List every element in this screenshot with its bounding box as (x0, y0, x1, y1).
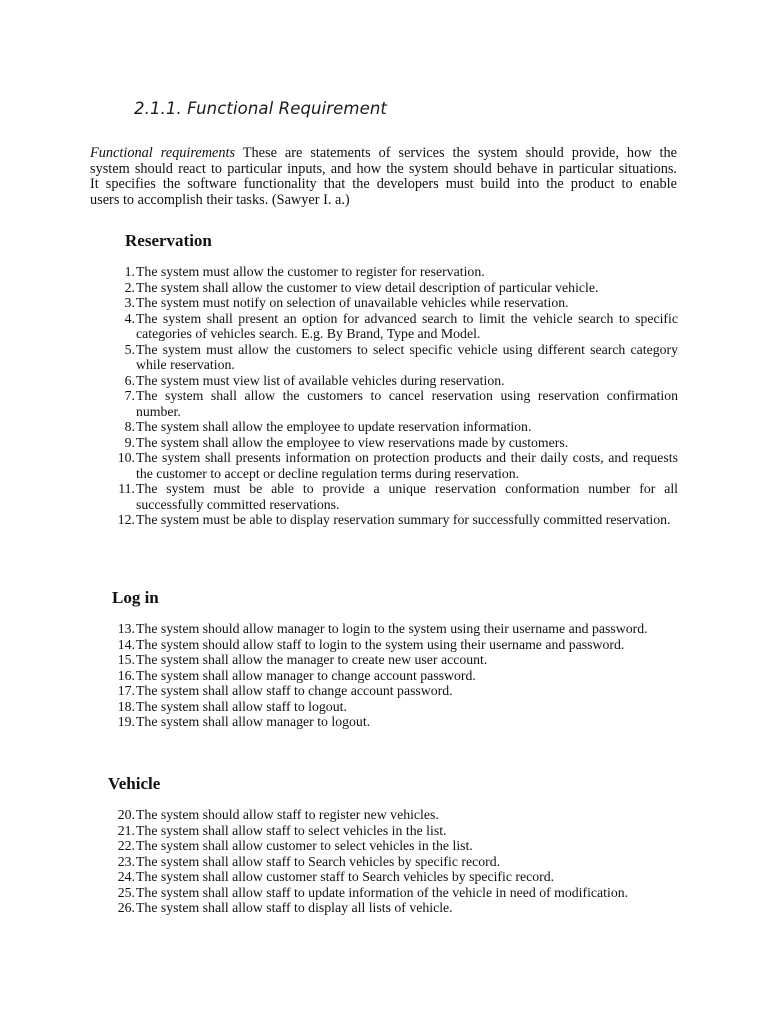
requirement-item (95, 652, 678, 668)
requirement-text: The system shall allow staff to logout. (136, 698, 347, 714)
requirement-number: 22. (117, 838, 135, 853)
requirement-item (95, 621, 678, 637)
requirement-text: The system must notify on selection of unavailable vehicles while reservation. (136, 295, 569, 310)
requirement-text: The system should allow staff to register new vehicles. (136, 807, 439, 822)
intro-line: users to accomplish their tasks. (Sawyer I. a.) (90, 191, 350, 208)
requirement-number: 5. (124, 341, 135, 357)
requirement-number: 7. (124, 388, 135, 403)
heading-login: Log in (112, 588, 159, 607)
login-list (95, 621, 678, 730)
intro-line-text: These are statements of services the system should provide, how the (235, 145, 677, 161)
requirement-item (95, 342, 678, 373)
requirement-text: The system must allow the customer to register for reservation. (136, 264, 485, 279)
requirement-number: 8. (124, 419, 135, 434)
requirement-item (95, 435, 678, 451)
requirement-number: 11. (118, 481, 135, 496)
intro-line: It specifies the software functionality that the developers must build into the product to enable (90, 176, 677, 192)
requirement-item (95, 311, 678, 342)
requirement-item (95, 419, 678, 435)
requirement-item (95, 854, 678, 870)
requirement-item (95, 295, 678, 311)
requirement-item (95, 714, 678, 730)
requirement-text: The system shall allow manager to change account password. (136, 667, 476, 683)
requirement-item (95, 512, 678, 528)
requirement-item (95, 807, 678, 823)
requirement-item (95, 450, 678, 481)
requirement-text: The system shall allow customer staff to Search vehicles by specific record. (136, 869, 555, 884)
requirement-number: 17. (117, 683, 135, 698)
requirement-number: 19. (117, 714, 135, 729)
requirement-text: The system shall present an option for advanced search to limit the vehicle search to specific categories of vehicles search. E.g. By Brand, Type and Model. (136, 310, 678, 341)
requirement-item (95, 668, 678, 684)
reservation-list (95, 264, 678, 528)
requirement-number: 18. (117, 698, 135, 714)
requirement-item (95, 264, 678, 280)
requirement-number: 16. (117, 667, 135, 683)
heading-reservation: Reservation (125, 231, 212, 250)
intro-line (90, 146, 677, 162)
requirement-number: 13. (117, 621, 135, 636)
requirement-item (95, 869, 678, 885)
requirement-number: 3. (124, 295, 135, 310)
requirement-number: 23. (117, 853, 135, 869)
requirement-item (95, 481, 678, 512)
requirement-text: The system shall allow staff to change account password. (136, 683, 453, 698)
requirement-number: 14. (117, 636, 135, 652)
requirement-item (95, 885, 678, 901)
requirement-item (95, 388, 678, 419)
requirement-number: 4. (124, 310, 135, 326)
requirement-text: The system shall allow the customers to cancel reservation using reservation confirmation number. (136, 388, 678, 419)
requirement-text: The system must allow the customers to select specific vehicle using different search category while reservation. (136, 341, 678, 372)
requirement-text: The system shall allow the employee to update reservation information. (136, 419, 532, 434)
intro-line: system should react to particular inputs, and how the system should behave in particular situations. (90, 160, 677, 177)
requirement-text: The system shall presents information on protection products and their daily costs, and requests the customer to accept or decline regulation terms during reservation. (136, 450, 678, 481)
requirement-number: 25. (117, 884, 135, 900)
section-title: 2.1.1. Functional Requirement (134, 99, 387, 118)
heading-vehicle: Vehicle (108, 774, 161, 793)
vehicle-list (95, 807, 678, 916)
requirement-text: The system shall allow staff to select vehicles in the list. (136, 822, 447, 838)
requirement-text: The system shall allow staff to display all lists of vehicle. (136, 900, 453, 915)
requirement-item (95, 683, 678, 699)
intro-paragraph (90, 146, 677, 208)
requirement-text: The system shall allow staff to Search vehicles by specific record. (136, 853, 501, 869)
requirement-text: The system shall allow customer to select vehicles in the list. (136, 838, 473, 853)
requirement-text: The system should allow manager to login to the system using their username and password. (136, 621, 648, 636)
requirement-item (95, 699, 678, 715)
requirement-text: The system shall allow staff to update information of the vehicle in need of modification. (136, 884, 629, 900)
requirement-text: The system shall allow the manager to create new user account. (136, 652, 488, 667)
intro-italic-term: Functional requirements (90, 145, 236, 161)
requirement-text: The system must be able to display reservation summary for successfully committed reservation. (136, 512, 671, 527)
requirement-text: The system shall allow the employee to view reservations made by customers. (136, 434, 569, 450)
requirement-item (95, 900, 678, 916)
requirement-number: 9. (124, 434, 135, 450)
requirement-number: 6. (124, 372, 135, 388)
requirement-number: 1. (124, 264, 135, 279)
requirement-number: 12. (117, 512, 135, 527)
requirement-text: The system should allow staff to login to the system using their username and password. (136, 636, 625, 652)
requirement-item (95, 373, 678, 389)
requirement-item (95, 280, 678, 296)
requirement-item (95, 823, 678, 839)
requirement-text: The system must view list of available vehicles during reservation. (136, 372, 505, 388)
requirement-item (95, 838, 678, 854)
requirement-number: 2. (124, 279, 135, 295)
requirement-text: The system shall allow the customer to view detail description of particular vehicle. (136, 279, 599, 295)
requirement-text: The system must be able to provide a unique reservation conformation number for all successfully committed reservations. (136, 481, 678, 512)
requirement-number: 21. (117, 822, 135, 838)
requirement-number: 15. (117, 652, 135, 667)
requirement-number: 10. (117, 450, 135, 465)
requirement-item (95, 637, 678, 653)
requirement-text: The system shall allow manager to logout. (136, 714, 371, 729)
requirement-number: 20. (117, 807, 135, 822)
requirement-number: 26. (117, 900, 135, 915)
requirement-number: 24. (117, 869, 135, 884)
